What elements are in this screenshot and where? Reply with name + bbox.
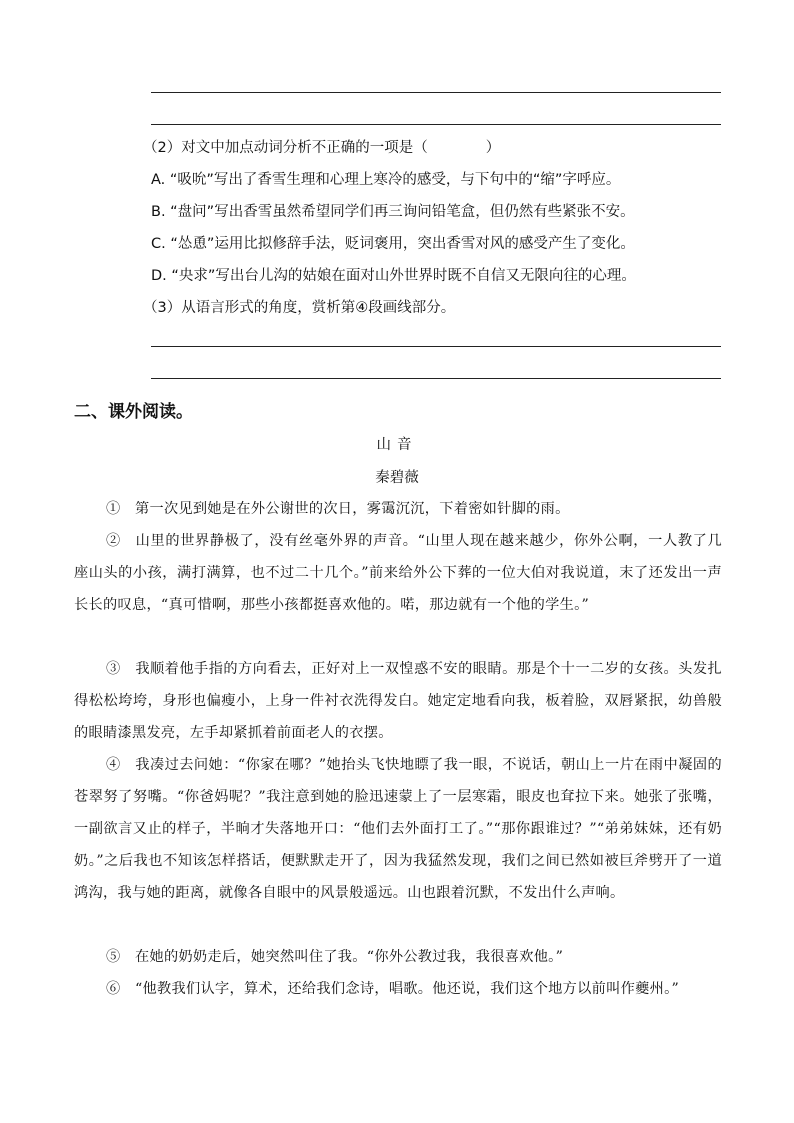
question-3-stem: （3）从语言形式的角度，赏析第④段画线部分。 <box>143 300 456 316</box>
answer-line[interactable] <box>151 346 721 347</box>
essay-author: 秦碧薇 <box>375 470 419 486</box>
answer-line[interactable] <box>151 124 721 125</box>
essay-paragraph-4: ④ 我凑过去问她：“你家在哪？”她抬头飞快地瞟了我一眼，不说话，朝山上一片在雨中凝固的苍翠努了努嘴。“你爸妈呢？”我注意到她的脸迅速蒙上了一层寒霜，眼皮也耷拉下来。她张了张嘴，一副欲言又止的样子，半晌才失落地开口：“他们去外面打工了。”“那你跟谁过？”“弟弟妹妹，还有奶奶。”之后我也不知该怎样搭话，便默默走开了，因为我猛然发现，我们之间已然如被巨斧劈开了一道鸿沟，我与她的距离，就像各自眼中的风景般遥远。山也跟着沉默，不发出什么声响。 <box>74 757 722 901</box>
essay-paragraph-2: ② 山里的世界静极了，没有丝毫外界的声音。“山里人现在越来越少，你外公啊，一人教了几座山头的小孩，满打满算，也不过二十几个。”前来给外公下葬的一位大伯对我说道，末了还发出一声长长的叹息，“真可惜啊，那些小孩都挺喜欢他的。喏，那边就有一个他的学生。” <box>74 533 722 613</box>
essay-paragraph-6: ⑥ “他教我们认字，算术，还给我们念诗，唱歌。他还说，我们这个地方以前叫作夔州。” <box>106 981 680 997</box>
question-2-option-b: B. “盘问”写出香雪虽然希望同学们再三询问铅笔盒，但仍然有些紧张不安。 <box>151 204 635 220</box>
essay-paragraph-5: ⑤ 在她的奶奶走后，她突然叫住了我。“你外公教过我，我很喜欢他。” <box>106 949 564 965</box>
essay-paragraph-3: ③ 我顺着他手指的方向看去，正好对上一双惶惑不安的眼睛。那是个十一二岁的女孩。头发扎得松松垮垮，身形也偏瘦小，上身一件衬衣洗得发白。她定定地看向我，板着脸，双唇紧抿，幼兽般的眼睛漆黑发亮，左手却紧抓着前面老人的衣摆。 <box>74 661 722 741</box>
question-2-option-d: D. “央求”写出台儿沟的姑娘在面对山外世界时既不自信又无限向往的心理。 <box>151 268 636 284</box>
question-2-option-c: C. “怂恿”运用比拟修辞手法，贬词褒用，突出香雪对风的感受产生了变化。 <box>151 236 635 252</box>
question-2-stem: （2）对文中加点动词分析不正确的一项是（ ） <box>143 140 501 156</box>
essay-paragraph-1: ① 第一次见到她是在外公谢世的次日，雾霭沉沉，下着密如针脚的雨。 <box>106 501 570 517</box>
answer-line[interactable] <box>151 92 721 93</box>
question-2-option-a: A. “吸吮”写出了香雪生理和心理上寒冷的感受，与下句中的“缩”字呼应。 <box>151 172 621 188</box>
section-heading: 二、课外阅读。 <box>74 402 193 422</box>
answer-line[interactable] <box>151 378 721 379</box>
essay-title: 山音 <box>376 437 418 453</box>
